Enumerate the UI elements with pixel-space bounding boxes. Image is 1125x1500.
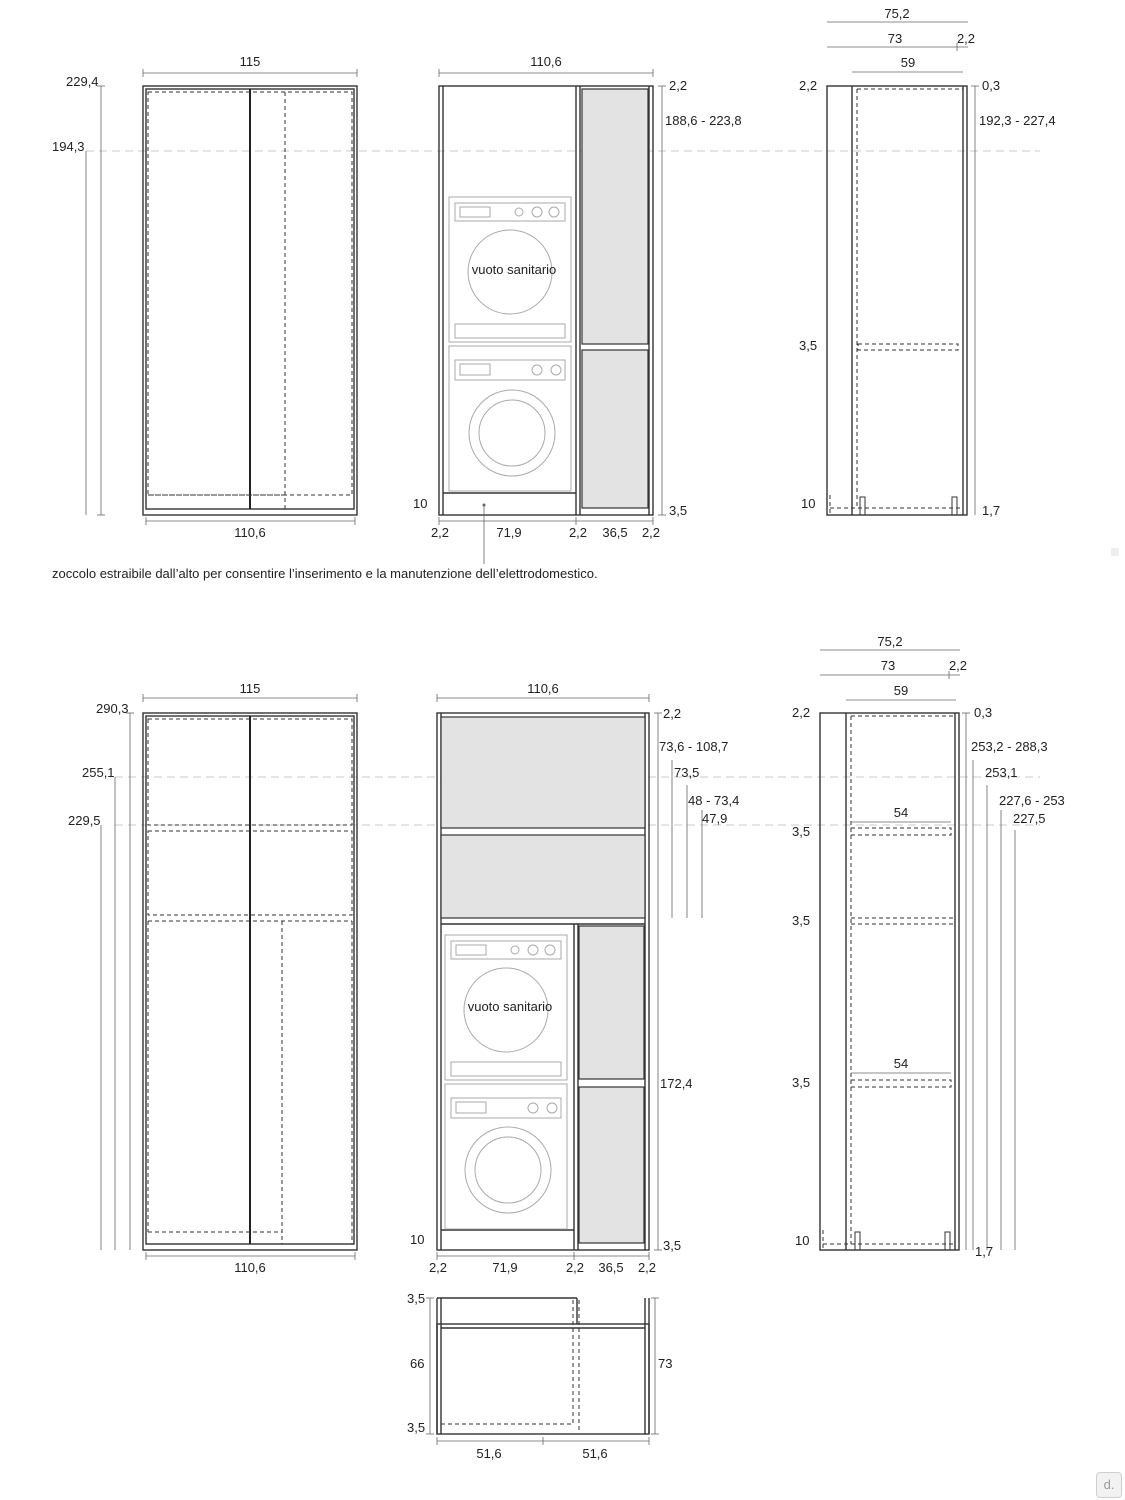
bottom-section-plinth-right: 3,5 xyxy=(663,1238,682,1253)
top-section-upper-compartment xyxy=(582,89,648,344)
top-section-dim-3: 2,2 xyxy=(568,525,588,540)
bottom-section-top: 2,2 xyxy=(663,706,682,721)
page-marker xyxy=(1111,548,1119,556)
top-side-range: 192,3 - 227,4 xyxy=(979,113,1056,128)
bottom-module-left: 66 xyxy=(410,1356,425,1371)
bottom-front-ref2: 229,5 xyxy=(68,813,101,828)
bottom-section-label-4: 47,9 xyxy=(702,811,728,826)
top-side-shelf: 3,5 xyxy=(799,338,818,353)
bottom-side-label-2: 253,1 xyxy=(985,765,1018,780)
top-front-view xyxy=(52,54,357,540)
bottom-section-label-2: 73,5 xyxy=(674,765,700,780)
bottom-front-height: 290,3 xyxy=(96,701,129,716)
bottom-side-depth-right: 2,2 xyxy=(948,658,968,673)
top-side-depth-right: 2,2 xyxy=(956,31,976,46)
top-section-dim-2: 71,9 xyxy=(496,525,522,540)
top-section-width: 110,6 xyxy=(530,54,562,69)
bottom-front-width: 115 xyxy=(239,681,261,696)
bottom-front-ref1: 255,1 xyxy=(82,765,115,780)
bottom-side-view xyxy=(792,634,1065,1259)
top-section-plinth: 10 xyxy=(413,496,428,511)
top-section-dim-1: 2,2 xyxy=(430,525,450,540)
bottom-section-height: 172,4 xyxy=(660,1076,693,1091)
top-side-depth-total: 75,2 xyxy=(884,6,910,21)
bottom-module-cabinet xyxy=(437,1324,649,1434)
bottom-side-shelf-width-1: 54 xyxy=(893,805,909,820)
bottom-section-right-lower xyxy=(579,1087,644,1243)
bottom-section-dim-1: 2,2 xyxy=(428,1260,448,1275)
bottom-front-bottom-width: 110,6 xyxy=(234,1260,266,1275)
top-side-cabinet xyxy=(827,86,967,515)
top-side-foot: 1,7 xyxy=(982,503,1001,518)
brand-logo: d. xyxy=(1096,1472,1122,1498)
bottom-front-view xyxy=(68,681,357,1275)
bottom-section-label-1: 73,6 - 108,7 xyxy=(659,739,729,754)
bottom-module-view xyxy=(407,1291,672,1461)
top-appliance-label: vuoto sanitario xyxy=(471,262,557,277)
bottom-side-plinth: 10 xyxy=(795,1233,810,1248)
bottom-section-dim-2: 71,9 xyxy=(492,1260,518,1275)
bottom-side-foot: 1,7 xyxy=(975,1244,994,1259)
top-front-width: 115 xyxy=(239,54,261,69)
bottom-side-inner: 59 xyxy=(893,683,909,698)
bottom-module-dim-1: 51,6 xyxy=(476,1446,502,1461)
bottom-section-dim-3: 2,2 xyxy=(565,1260,585,1275)
bottom-module-top: 3,5 xyxy=(407,1291,426,1306)
bottom-washer-appliance xyxy=(445,1084,567,1229)
bottom-side-left-top: 2,2 xyxy=(792,705,811,720)
bottom-module-dim-2: 51,6 xyxy=(582,1446,608,1461)
bottom-section-width: 110,6 xyxy=(527,681,559,696)
bottom-section-upper-compartment xyxy=(441,717,645,828)
bottom-side-label-3: 227,6 - 253 xyxy=(999,793,1065,808)
bottom-side-shelf-3: 3,5 xyxy=(792,1075,811,1090)
plinth-note: zoccolo estraibile dall’alto per consentire l’inserimento e la manutenzione dell’elettrodomestico. xyxy=(52,566,598,581)
bottom-side-depth-total: 75,2 xyxy=(877,634,903,649)
top-section-range: 188,6 - 223,8 xyxy=(665,113,742,128)
bottom-side-shelf-1: 3,5 xyxy=(792,824,811,839)
top-side-plinth: 10 xyxy=(801,496,816,511)
bottom-section-dim-5: 2,2 xyxy=(637,1260,657,1275)
bottom-side-label-4: 227,5 xyxy=(1013,811,1046,826)
top-section-dim-5: 2,2 xyxy=(641,525,661,540)
top-section-top: 2,2 xyxy=(669,78,688,93)
bottom-section-right-upper xyxy=(579,926,644,1079)
bottom-module-right: 73 xyxy=(658,1356,673,1371)
bottom-module-bottom: 3,5 xyxy=(407,1420,426,1435)
bottom-side-depth: 73 xyxy=(880,658,896,673)
bottom-section-plinth: 10 xyxy=(410,1232,425,1247)
top-front-ref: 194,3 xyxy=(52,139,85,154)
bottom-section-view xyxy=(410,681,739,1275)
bottom-side-right-top: 0,3 xyxy=(974,705,993,720)
washer-appliance xyxy=(449,346,571,491)
bottom-side-label-1: 253,2 - 288,3 xyxy=(971,739,1048,754)
bottom-side-shelf-width-2: 54 xyxy=(893,1056,909,1071)
bottom-section-dim-4: 36,5 xyxy=(598,1260,624,1275)
top-side-inner: 59 xyxy=(900,55,916,70)
top-section-plinth-right: 3,5 xyxy=(669,503,688,518)
top-front-bottom-width: 110,6 xyxy=(234,525,266,540)
top-side-left-top: 2,2 xyxy=(799,78,818,93)
bottom-appliance-label: vuoto sanitario xyxy=(467,999,553,1014)
bottom-section-label-3: 48 - 73,4 xyxy=(688,793,740,808)
top-front-height: 229,4 xyxy=(66,74,99,89)
top-side-depth: 73 xyxy=(887,31,903,46)
top-side-right-top: 0,3 xyxy=(982,78,1001,93)
top-side-view xyxy=(799,6,1056,518)
bottom-side-shelf-2: 3,5 xyxy=(792,913,811,928)
bottom-side-cabinet xyxy=(820,713,959,1250)
top-section-dim-4: 36,5 xyxy=(602,525,628,540)
top-section-lower-compartment xyxy=(582,350,648,508)
top-section-view xyxy=(413,54,742,564)
bottom-section-middle-compartment xyxy=(441,835,645,918)
